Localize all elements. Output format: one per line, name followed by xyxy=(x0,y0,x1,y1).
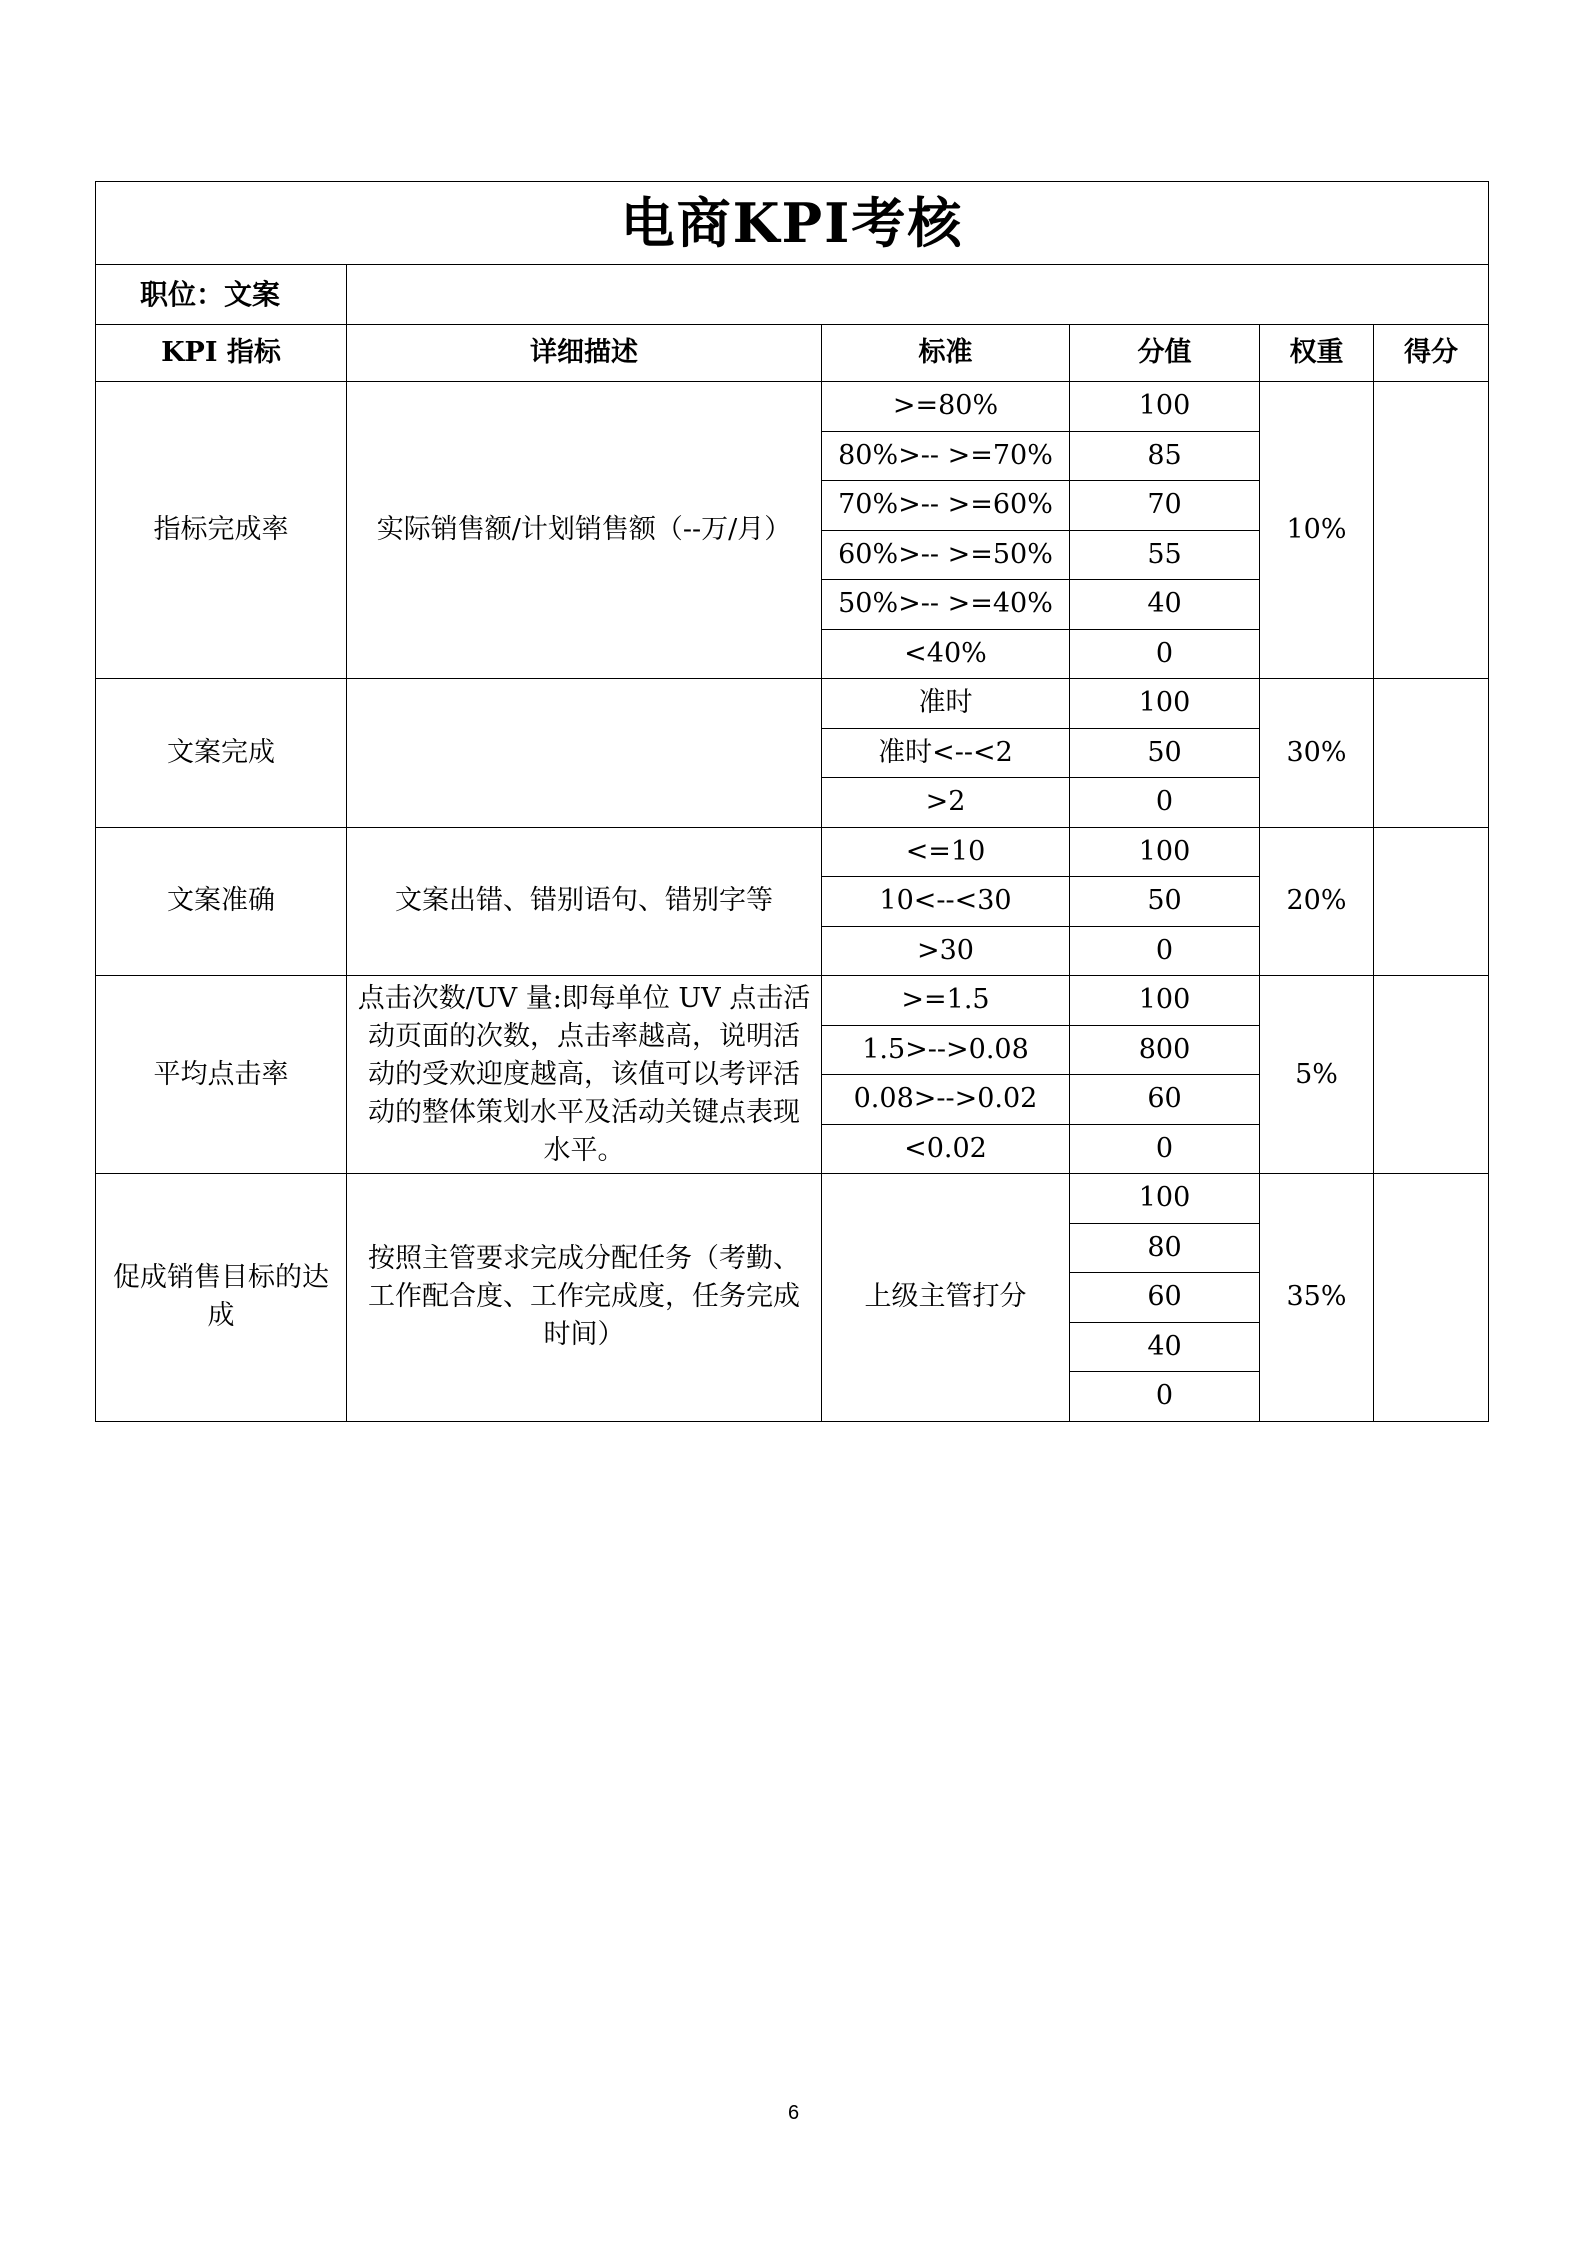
score-cell[interactable] xyxy=(1374,1174,1489,1422)
points-cell: 0 xyxy=(1070,1372,1260,1422)
header-weight: 权重 xyxy=(1260,325,1374,382)
weight-cell: 35% xyxy=(1260,1174,1374,1422)
points-cell: 70 xyxy=(1070,481,1260,531)
kpi-description: 实际销售额/计划销售额（--万/月） xyxy=(347,382,822,679)
points-cell: 0 xyxy=(1070,629,1260,679)
standard-cell: 80%>-- >=70% xyxy=(822,431,1070,481)
standard-cell: >=80% xyxy=(822,382,1070,432)
page-number: 6 xyxy=(787,2102,800,2124)
kpi-description xyxy=(347,679,822,828)
header-standard: 标准 xyxy=(822,325,1070,382)
position-label: 职位：文案 xyxy=(96,265,347,325)
points-cell: 800 xyxy=(1070,1025,1260,1075)
weight-cell: 10% xyxy=(1260,382,1374,679)
standard-cell: 60%>-- >=50% xyxy=(822,530,1070,580)
kpi-indicator: 文案完成 xyxy=(96,679,347,828)
points-cell: 85 xyxy=(1070,431,1260,481)
weight-cell: 30% xyxy=(1260,679,1374,828)
standard-cell: 1.5>-->0.08 xyxy=(822,1025,1070,1075)
kpi-description: 按照主管要求完成分配任务（考勤、工作配合度、工作完成度，任务完成时间） xyxy=(347,1174,822,1422)
points-cell: 60 xyxy=(1070,1273,1260,1323)
standard-cell: 准时 xyxy=(822,679,1070,729)
standard-cell: <40% xyxy=(822,629,1070,679)
position-value[interactable] xyxy=(347,265,1489,325)
standard-cell: 50%>-- >=40% xyxy=(822,580,1070,630)
score-cell[interactable] xyxy=(1374,679,1489,828)
standard-cell: 上级主管打分 xyxy=(822,1174,1070,1422)
score-cell[interactable] xyxy=(1374,382,1489,679)
standard-cell: <0.02 xyxy=(822,1124,1070,1174)
points-cell: 80 xyxy=(1070,1223,1260,1273)
kpi-table xyxy=(95,181,1489,1422)
weight-cell: 20% xyxy=(1260,827,1374,976)
standard-cell: 10<--<30 xyxy=(822,877,1070,927)
kpi-indicator: 平均点击率 xyxy=(96,976,347,1174)
standard-cell: >=1.5 xyxy=(822,976,1070,1026)
points-cell: 0 xyxy=(1070,926,1260,976)
points-cell: 0 xyxy=(1070,1124,1260,1174)
page-title: 电商KPI考核 xyxy=(96,182,1489,265)
standard-cell: 70%>-- >=60% xyxy=(822,481,1070,531)
points-cell: 60 xyxy=(1070,1075,1260,1125)
points-cell: 40 xyxy=(1070,580,1260,630)
kpi-description: 文案出错、错别语句、错别字等 xyxy=(347,827,822,976)
header-points: 分值 xyxy=(1070,325,1260,382)
points-cell: 0 xyxy=(1070,778,1260,828)
score-cell[interactable] xyxy=(1374,827,1489,976)
standard-cell: <=10 xyxy=(822,827,1070,877)
standard-cell: 准时<--<2 xyxy=(822,728,1070,778)
points-cell: 100 xyxy=(1070,382,1260,432)
points-cell: 100 xyxy=(1070,1174,1260,1224)
standard-cell: 0.08>-->0.02 xyxy=(822,1075,1070,1125)
points-cell: 40 xyxy=(1070,1322,1260,1372)
kpi-description: 点击次数/UV 量:即每单位 UV 点击活动页面的次数，点击率越高，说明活动的受欢迎度越高，该值可以考评活动的整体策划水平及活动关键点表现水平。 xyxy=(347,976,822,1174)
points-cell: 55 xyxy=(1070,530,1260,580)
standard-cell: >2 xyxy=(822,778,1070,828)
header-score: 得分 xyxy=(1374,325,1489,382)
points-cell: 100 xyxy=(1070,976,1260,1026)
kpi-indicator: 文案准确 xyxy=(96,827,347,976)
points-cell: 100 xyxy=(1070,679,1260,729)
points-cell: 50 xyxy=(1070,728,1260,778)
kpi-indicator: 促成销售目标的达成 xyxy=(96,1174,347,1422)
points-cell: 50 xyxy=(1070,877,1260,927)
header-description: 详细描述 xyxy=(347,325,822,382)
header-kpi: KPI 指标 xyxy=(96,325,347,382)
kpi-indicator: 指标完成率 xyxy=(96,382,347,679)
weight-cell: 5% xyxy=(1260,976,1374,1174)
standard-cell: >30 xyxy=(822,926,1070,976)
points-cell: 100 xyxy=(1070,827,1260,877)
score-cell[interactable] xyxy=(1374,976,1489,1174)
